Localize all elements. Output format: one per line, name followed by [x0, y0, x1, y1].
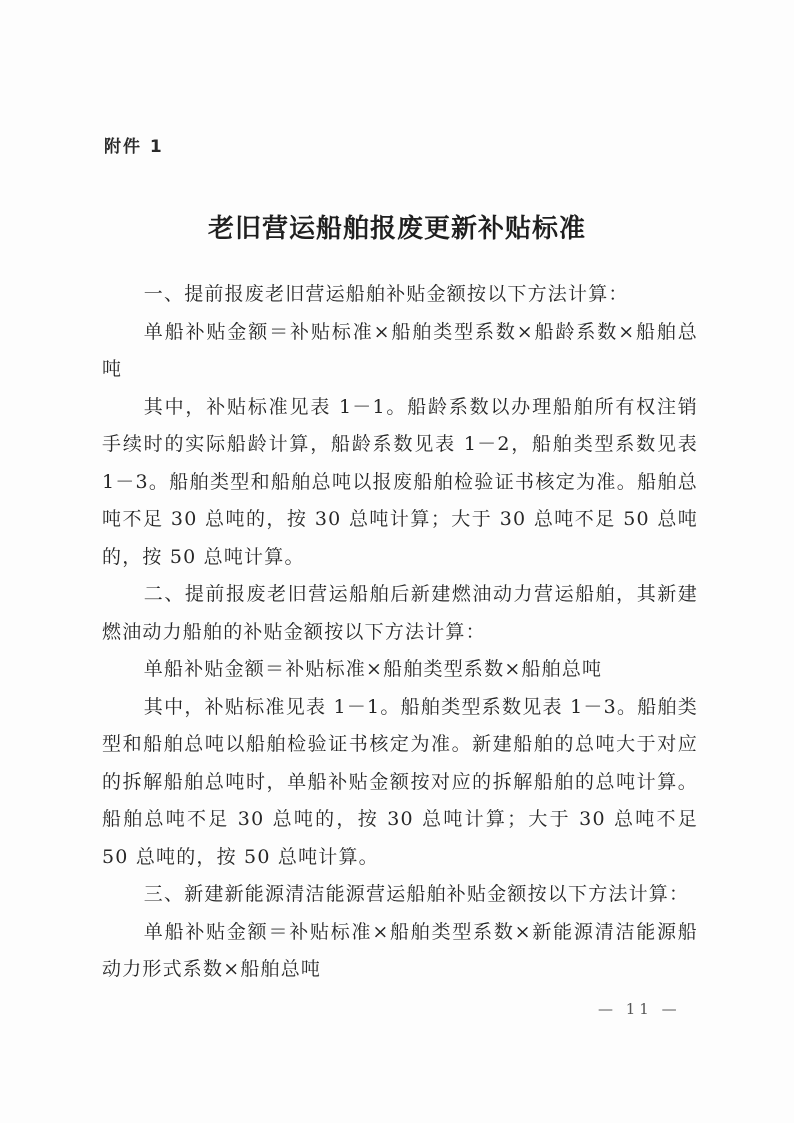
document-title: 老旧营运船舶报废更新补贴标准 — [207, 214, 586, 244]
page-number: — 11 — — [598, 1000, 681, 1018]
paragraph-section-1-heading: 一、提前报废老旧营运船舶补贴金额按以下方法计算： — [143, 283, 629, 305]
paragraph-section-2-details: 其中，补贴标准见表 1－1。船舶类型系数见表 1－3。船舶类型和船舶总吨以船舶检验证书核定为准。新建船舶的总吨大于对应的拆解船舶总吨时，单船补贴金额按对应的拆解船舶的总吨计算。船舶总吨不足 30 总吨的，按 30 总吨计算；大于 30 总吨不足 50 总吨的，按 50 总吨计算。 — [102, 695, 698, 868]
document-body — [102, 276, 698, 989]
attachment-label: 附件 1 — [104, 137, 164, 157]
paragraph-section-2-heading: 二、提前报废老旧营运船舶后新建燃油动力营运船舶，其新建燃油动力船舶的补贴金额按以下方法计算： — [102, 583, 698, 643]
paragraph-section-3-heading: 三、新建新能源清洁能源营运船舶补贴金额按以下方法计算： — [143, 883, 690, 905]
paragraph-formula-3: 单船补贴金额＝补贴标准×船舶类型系数×新能源清洁能源船动力形式系数×船舶总吨 — [102, 920, 698, 980]
paragraph-formula-1: 单船补贴金额＝补贴标准×船舶类型系数×船龄系数×船舶总吨 — [102, 320, 698, 380]
paragraph-formula-2: 单船补贴金额＝补贴标准×船舶类型系数×船舶总吨 — [143, 658, 603, 680]
paragraph-section-1-details: 其中，补贴标准见表 1－1。船龄系数以办理船舶所有权注销手续时的实际船龄计算，船龄系数见表 1－2，船舶类型系数见表 1－3。船舶类型和船舶总吨以报废船舶检验证书核定为准。船舶总吨不足 30 总吨的，按 30 总吨计算；大于 30 总吨不足 50 总吨的，按 50 总吨计算。 — [102, 395, 698, 568]
